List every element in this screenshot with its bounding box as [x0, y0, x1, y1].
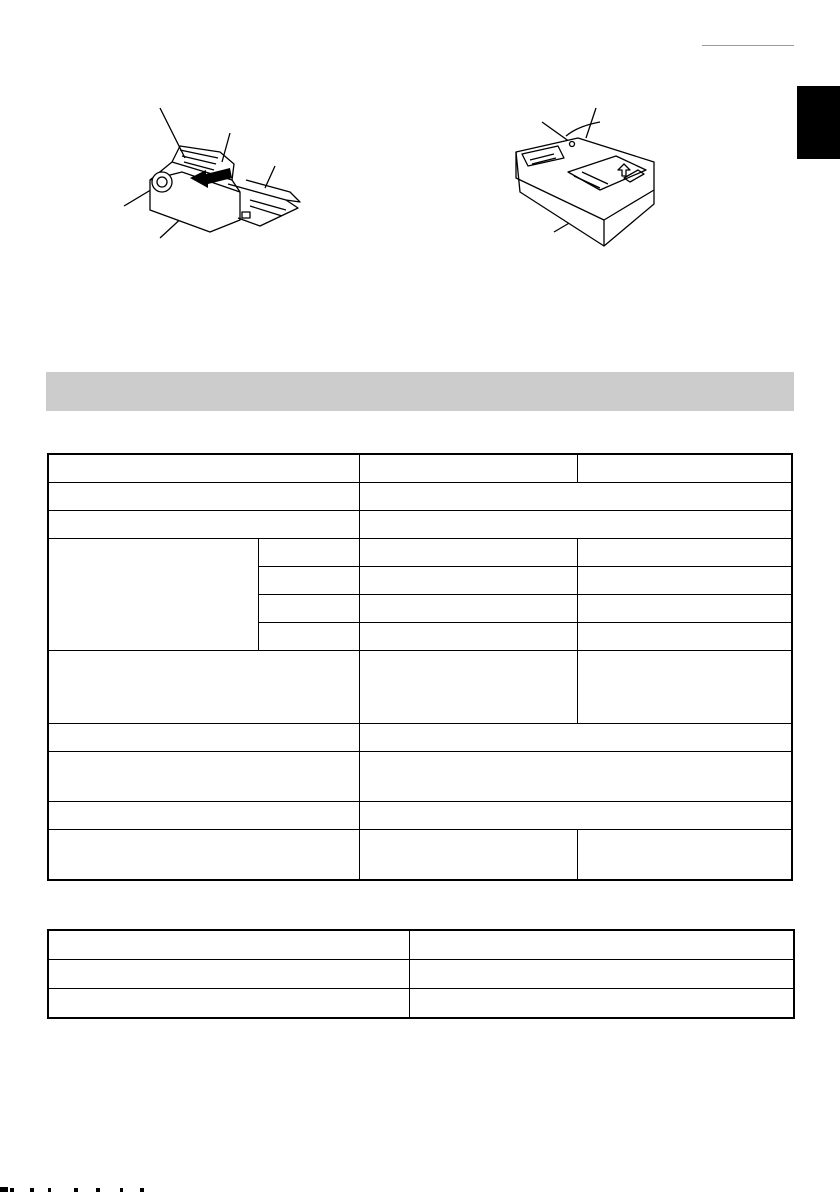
page-bottom-marks [0, 1186, 840, 1192]
table-cell [48, 483, 360, 511]
table-cell [48, 724, 360, 752]
language-tab [797, 86, 840, 159]
table-row [48, 724, 792, 752]
table-row [48, 651, 792, 724]
table-cell [360, 752, 792, 802]
table-cell [48, 539, 259, 651]
table-cell [48, 960, 409, 989]
charger-illustration [508, 100, 668, 250]
callout-line [265, 166, 275, 188]
table-row [48, 511, 792, 539]
table-row [48, 539, 792, 567]
table-cell [259, 595, 360, 623]
table-cell [577, 595, 792, 623]
table-row [48, 960, 794, 989]
table-row [48, 802, 792, 830]
section-header-bar [46, 372, 794, 411]
callout-line [542, 122, 570, 142]
table-cell [577, 454, 792, 483]
table-cell [360, 539, 578, 567]
table-cell [409, 930, 794, 960]
table-cell [48, 511, 360, 539]
table-cell [409, 989, 794, 1019]
table-cell [360, 830, 578, 881]
table-cell [48, 454, 360, 483]
table-cell [577, 539, 792, 567]
table-cell [259, 567, 360, 595]
table-cell [360, 595, 578, 623]
table-cell [48, 830, 360, 881]
table-row [48, 483, 792, 511]
table-cell [360, 724, 792, 752]
battery-adapter-illustration [110, 100, 320, 250]
table-cell [577, 567, 792, 595]
table-cell [360, 651, 578, 724]
table-cell [48, 752, 360, 802]
specifications-table [47, 453, 793, 881]
table-cell [360, 623, 578, 651]
table-cell [360, 454, 578, 483]
accessories-table [47, 929, 795, 1019]
table-row [48, 454, 792, 483]
table-cell [259, 539, 360, 567]
table-cell [360, 483, 792, 511]
table-cell [360, 567, 578, 595]
table-cell [577, 830, 792, 881]
table-cell [360, 511, 792, 539]
table-cell [48, 930, 409, 960]
table-cell [409, 960, 794, 989]
table-row [48, 989, 794, 1019]
table-cell [48, 651, 360, 724]
table-row [48, 930, 794, 960]
table-cell [360, 802, 792, 830]
table-row [48, 752, 792, 802]
table-cell [577, 651, 792, 724]
header-rule [702, 45, 794, 46]
table-cell [48, 989, 409, 1019]
table-cell [48, 802, 360, 830]
table-cell [577, 623, 792, 651]
table-row [48, 830, 792, 881]
table-cell [259, 623, 360, 651]
